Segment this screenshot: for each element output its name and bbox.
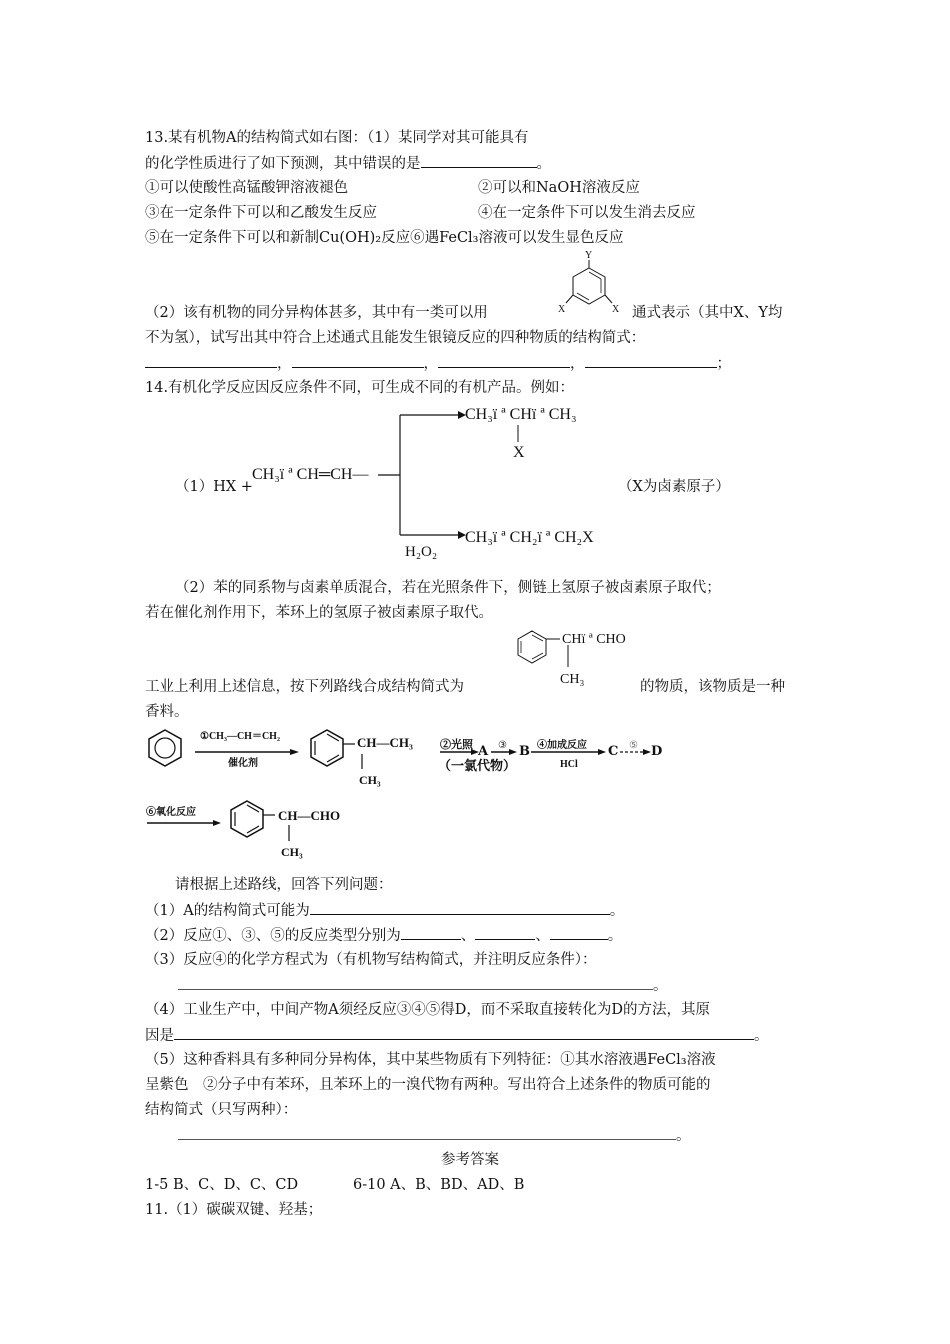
- period: 。: [607, 928, 623, 944]
- q13-option-2: ②可以和NaOH溶液反应: [478, 180, 640, 196]
- structure-blank-1[interactable]: [145, 353, 277, 368]
- cumene-benzene-icon: [311, 730, 343, 766]
- sub-question-2-blank-3[interactable]: [550, 925, 608, 940]
- route-D: D: [651, 744, 663, 759]
- route-step6: ⑥氧化反应: [146, 807, 196, 818]
- blank-separator: ，: [570, 356, 585, 372]
- blank-separator: ，: [423, 356, 438, 372]
- industry-suffix: 的物质，该物质是一种: [640, 679, 785, 695]
- period: 。: [609, 903, 625, 919]
- q13-intro-line2: [145, 153, 551, 174]
- benzene-ring-general-formula: [555, 248, 635, 323]
- route-final-bottom: CH₃: [281, 845, 303, 859]
- q13-option-5-6: ⑤在一定条件下可以和新制Cu(OH)₂反应⑥遇FeCl₃溶液可以发生显色反应: [145, 230, 624, 246]
- sub-question-4-blank[interactable]: [174, 1025, 754, 1040]
- route-step5: ⑤: [629, 740, 638, 751]
- rxn2-line2: 若在催化剂作用下，苯环上的氢原子被卤素原子取代。: [145, 605, 493, 621]
- q13-intro-line1: 13.某有机物A的结构简式如右图：（1）某同学对其可能具有: [145, 130, 529, 146]
- rxn1-label: （1）HX +: [175, 479, 253, 495]
- sub-question-5-line1: （5）这种香料具有多种同分异构体，其中某些物质有下列特征：①其水溶液遇FeCl₃溶液: [145, 1052, 716, 1068]
- product-struct-bottom: CH₃: [560, 672, 585, 687]
- ring-label-y: Y: [585, 250, 593, 261]
- blank-separator: ，: [277, 356, 292, 372]
- period: 。: [754, 1028, 769, 1044]
- q13-intro-line2-suffix: 。: [536, 156, 551, 172]
- q13-structure-blanks: [145, 353, 731, 374]
- ring-label-x-left: X: [558, 304, 566, 315]
- route-step1-top: ①CH₃—CH＝CH₂: [200, 731, 280, 742]
- q13-option-4: ④在一定条件下可以发生消去反应: [478, 205, 696, 221]
- route-A: A: [478, 744, 489, 759]
- blank-separator: ；: [716, 356, 731, 372]
- sub-question-5-line2: 呈紫色 ②分子中有苯环，且苯环上的一溴代物有两种。写出符合上述条件的物质可能的: [145, 1077, 711, 1093]
- route-B: B: [519, 744, 530, 759]
- route-step4-top: ④加成反应: [537, 740, 587, 751]
- route-step2-bottom: （一氯代物）: [438, 759, 517, 774]
- sub-question-5-answer: [178, 1125, 691, 1146]
- benzene-icon: [149, 730, 181, 766]
- blank-separator: 、: [460, 928, 476, 944]
- q13-part2-line2: 不为氢），试写出其中符合上述通式且能发生银镜反应的四种物质的结构简式：: [145, 330, 646, 346]
- route-C: C: [608, 744, 619, 759]
- route-step3: ③: [498, 740, 507, 751]
- rxn2-line1: （2）苯的同系物与卤素单质混合，若在光照条件下，侧链上氢原子被卤素原子取代；: [175, 580, 721, 596]
- sub-question-3-text: （3）反应④的化学方程式为（有机物写结构简式，并注明反应条件）：: [145, 952, 597, 968]
- structure-blank-3[interactable]: [438, 353, 570, 368]
- q13-option-3: ③在一定条件下可以和乙酸发生反应: [145, 205, 377, 221]
- sub-question-2: [145, 925, 622, 946]
- sub-question-5-blank[interactable]: [178, 1125, 676, 1140]
- route-intermediate-bottom: CH₃: [359, 773, 381, 787]
- route-step1-bottom: 催化剂: [228, 758, 258, 769]
- rxn1-condition: H₂O₂: [405, 544, 438, 560]
- sub-question-2-text: （2）反应①、③、⑤的反应类型分别为: [145, 928, 401, 944]
- route-intermediate-top: CH—CH₃: [357, 735, 413, 750]
- rxn1-reactant: CH₃ï ª CH═CH—: [252, 466, 369, 483]
- industry-prefix: 工业上利用上述信息，按下列路线合成结构简式为: [145, 679, 464, 695]
- q14-intro: 14.有机化学反应因反应条件不同，可生成不同的有机产品。例如：: [145, 380, 575, 396]
- q13-answer-blank[interactable]: [421, 153, 537, 168]
- ring-label-x-right: X: [612, 304, 620, 315]
- q13-part2-prefix: （2）该有机物的同分异构体甚多，其中有一类可以用: [145, 305, 488, 321]
- answer-intro: 请根据上述路线，回答下列问题：: [175, 877, 393, 893]
- rxn1-product-top-halogen: X: [513, 444, 525, 461]
- rxn1-product-top: CH₃ï ª CHï ª CH₃: [465, 406, 577, 423]
- sub-question-3-blank[interactable]: [178, 975, 653, 990]
- route-step4-bottom: HCl: [560, 759, 578, 770]
- answers-line2: 11.（1）碳碳双键、羟基；: [145, 1202, 323, 1218]
- sub-question-4-line2: [145, 1025, 769, 1046]
- structure-blank-4[interactable]: [585, 353, 717, 368]
- sub-question-5-line3: 结构简式（只写两种）：: [145, 1102, 298, 1118]
- sub-question-3-answer: [178, 975, 668, 996]
- final-benzene-icon: [231, 801, 263, 837]
- sub-question-1: [145, 900, 624, 921]
- answers-line1b: 6-10 A、B、BD、AD、B: [353, 1177, 525, 1193]
- sub-question-2-blank-2[interactable]: [475, 925, 535, 940]
- industry-line2: 香料。: [145, 704, 189, 720]
- answers-line1a: 1-5 B、C、D、C、CD: [145, 1177, 299, 1193]
- period: 。: [676, 1128, 691, 1144]
- structure-blank-2[interactable]: [292, 353, 424, 368]
- q13-intro-line2-prefix: 的化学性质进行了如下预测，其中错误的是: [145, 156, 421, 172]
- sub-question-4-line1: （4）工业生产中，中间产物A须经反应③④⑤得D，而不采取直接转化为D的方法，其原: [145, 1002, 710, 1018]
- sub-question-1-blank[interactable]: [310, 900, 610, 915]
- period: 。: [653, 978, 668, 994]
- product-struct-top: CHï ª CHO: [562, 632, 626, 647]
- sub-question-2-blank-1[interactable]: [401, 925, 461, 940]
- rxn1-note: （X为卤素原子）: [618, 479, 730, 495]
- q13-part2-suffix: 通式表示（其中X、Y均: [632, 305, 783, 321]
- blank-separator: 、: [535, 928, 550, 944]
- route-final-top: CH—CHO: [278, 808, 341, 823]
- q13-option-1: ①可以使酸性高锰酸钾溶液褪色: [145, 180, 348, 196]
- route-step2-top: ②光照: [440, 738, 473, 751]
- sub-question-4-text: 因是: [145, 1028, 174, 1044]
- rxn1-product-bottom: CH₃ï ª CH₂ï ª CH₂X: [465, 529, 594, 546]
- answers-heading: 参考答案: [441, 1152, 499, 1168]
- sub-question-1-text: （1）A的结构简式可能为: [145, 903, 310, 919]
